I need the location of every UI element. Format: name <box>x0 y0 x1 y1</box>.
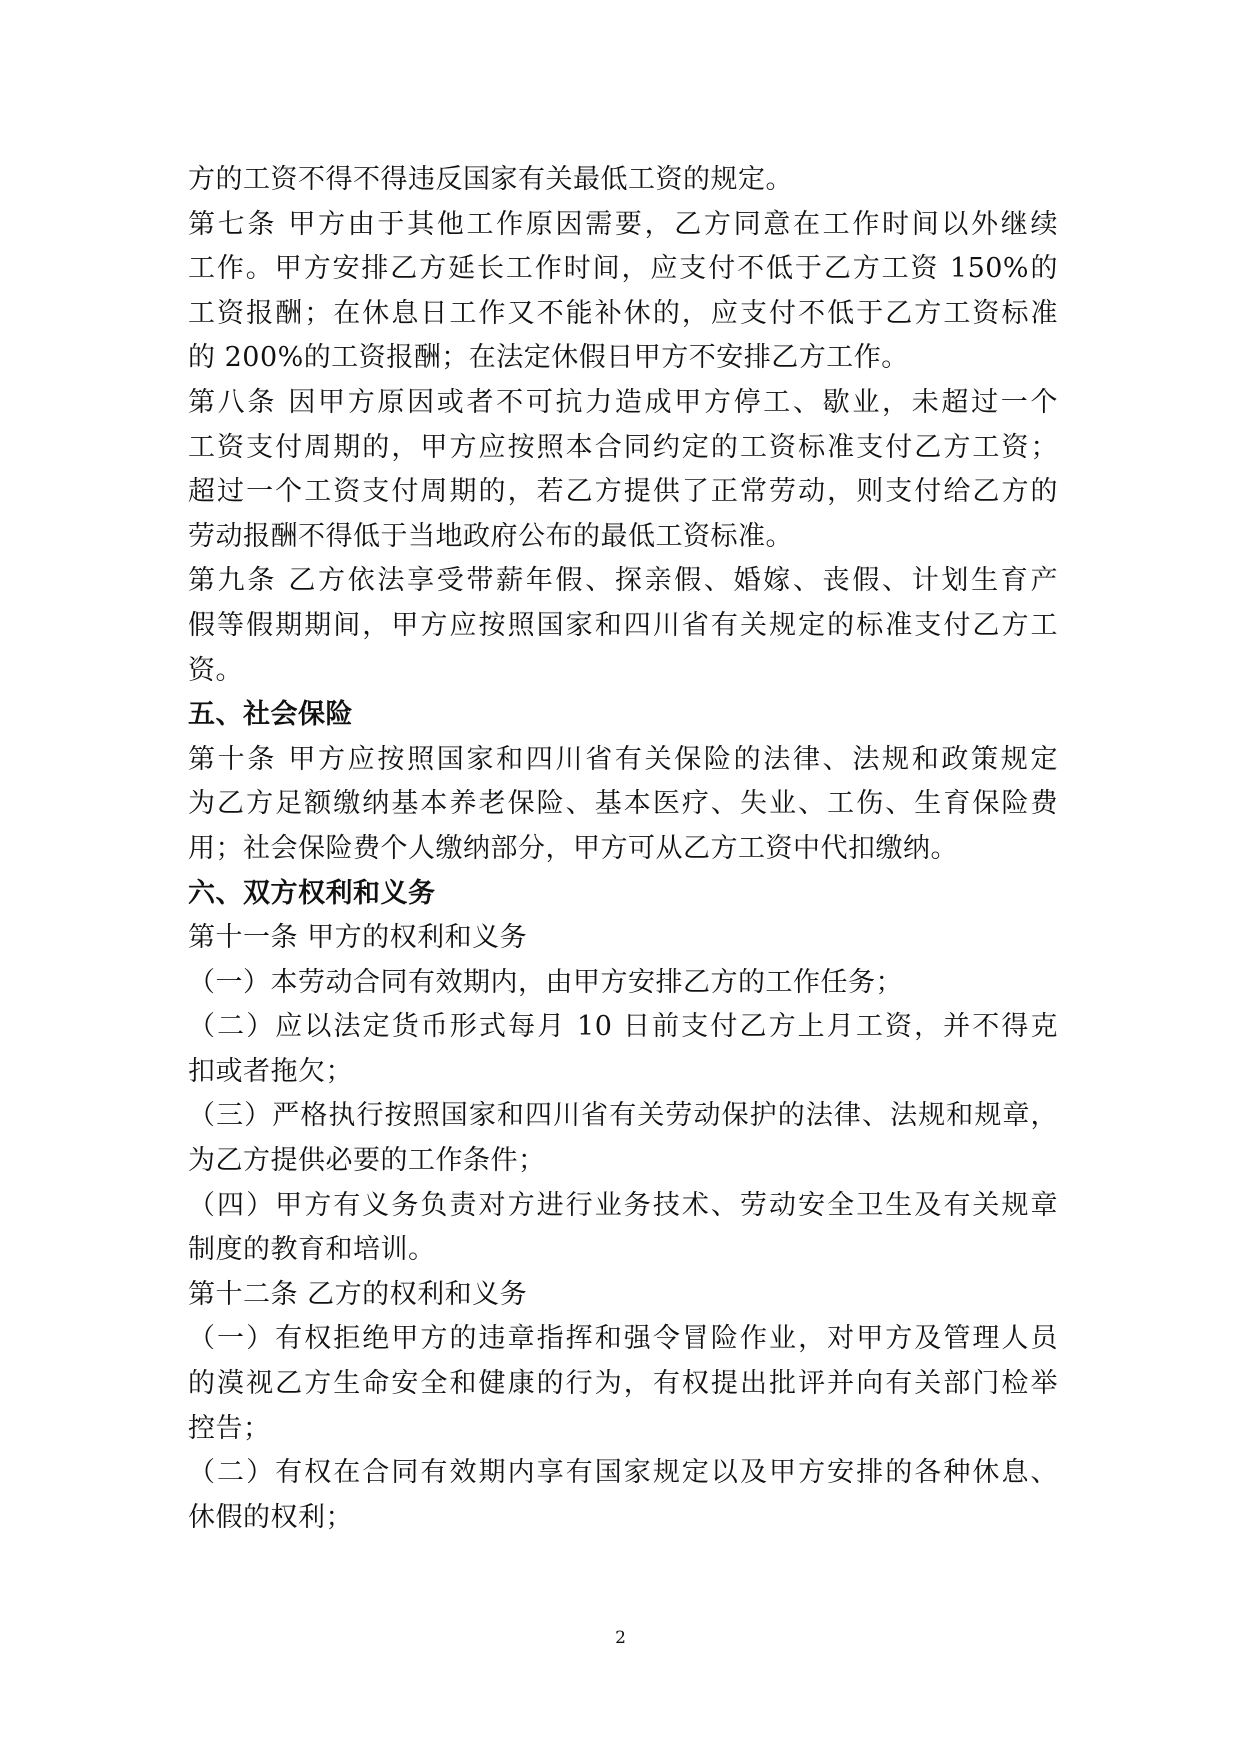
text-line: 方的工资不得不得违反国家有关最低工资的规定。 <box>188 164 793 195</box>
text-line: 的漠视乙方生命安全和健康的行为，有权提出批评并向有关部门检举 <box>188 1368 1058 1400</box>
text-line: 为乙方足额缴纳基本养老保险、基本医疗、失业、工伤、生育保险费 <box>188 788 1058 820</box>
text-line: 休假的权利； <box>188 1501 353 1533</box>
text-line: 的 200%的工资报酬；在法定休假日甲方不安排乙方工作。 <box>188 342 909 374</box>
text-line: （四）甲方有义务负责对方进行业务技术、劳动安全卫生及有关规章 <box>188 1189 1058 1221</box>
text-line: 第八条 因甲方原因或者不可抗力造成甲方停工、歇业，未超过一个 <box>188 386 1058 418</box>
section-heading: 六、双方权利和义务 <box>188 877 436 909</box>
text-line: 第七条 甲方由于其他工作原因需要，乙方同意在工作时间以外继续 <box>188 208 1058 240</box>
text-line: 第十二条 乙方的权利和义务 <box>188 1278 528 1310</box>
text-line: 假等假期期间，甲方应按照国家和四川省有关规定的标准支付乙方工 <box>188 609 1058 641</box>
text-line: （二）应以法定货币形式每月 10 日前支付乙方上月工资，并不得克 <box>188 1011 1058 1043</box>
text-line: 控告； <box>188 1412 271 1444</box>
page-number: 2 <box>615 1628 626 1648</box>
section-heading: 五、社会保险 <box>188 699 353 731</box>
text-line: 为乙方提供必要的工作条件； <box>188 1145 546 1177</box>
text-line: （一）有权拒绝甲方的违章指挥和强令冒险作业，对甲方及管理人员 <box>188 1323 1058 1355</box>
text-line: 第十一条 甲方的权利和义务 <box>188 922 528 954</box>
text-line: 第九条 乙方依法享受带薪年假、探亲假、婚嫁、丧假、计划生育产 <box>188 565 1058 597</box>
text-line: 工资支付周期的，甲方应按照本合同约定的工资标准支付乙方工资； <box>188 431 1058 463</box>
text-line: 工作。甲方安排乙方延长工作时间，应支付不低于乙方工资 150%的 <box>188 253 1058 285</box>
text-line: （二）有权在合同有效期内享有国家规定以及甲方安排的各种休息、 <box>188 1457 1058 1489</box>
text-line: 资。 <box>188 654 243 686</box>
text-line: 用；社会保险费个人缴纳部分，甲方可从乙方工资中代扣缴纳。 <box>188 832 958 864</box>
text-line: 超过一个工资支付周期的，若乙方提供了正常劳动，则支付给乙方的 <box>188 476 1058 508</box>
text-line: 劳动报酬不得低于当地政府公布的最低工资标准。 <box>188 520 793 552</box>
text-line: 第十条 甲方应按照国家和四川省有关保险的法律、法规和政策规定 <box>188 743 1058 775</box>
text-line: （三）严格执行按照国家和四川省有关劳动保护的法律、法规和规章， <box>188 1100 1058 1132</box>
document-body <box>188 158 1058 1540</box>
text-line: （一）本劳动合同有效期内，由甲方安排乙方的工作任务； <box>188 966 903 998</box>
text-line: 扣或者拖欠； <box>188 1055 353 1087</box>
text-line: 工资报酬；在休息日工作又不能补休的，应支付不低于乙方工资标准 <box>188 297 1058 329</box>
text-line: 制度的教育和培训。 <box>188 1234 436 1266</box>
